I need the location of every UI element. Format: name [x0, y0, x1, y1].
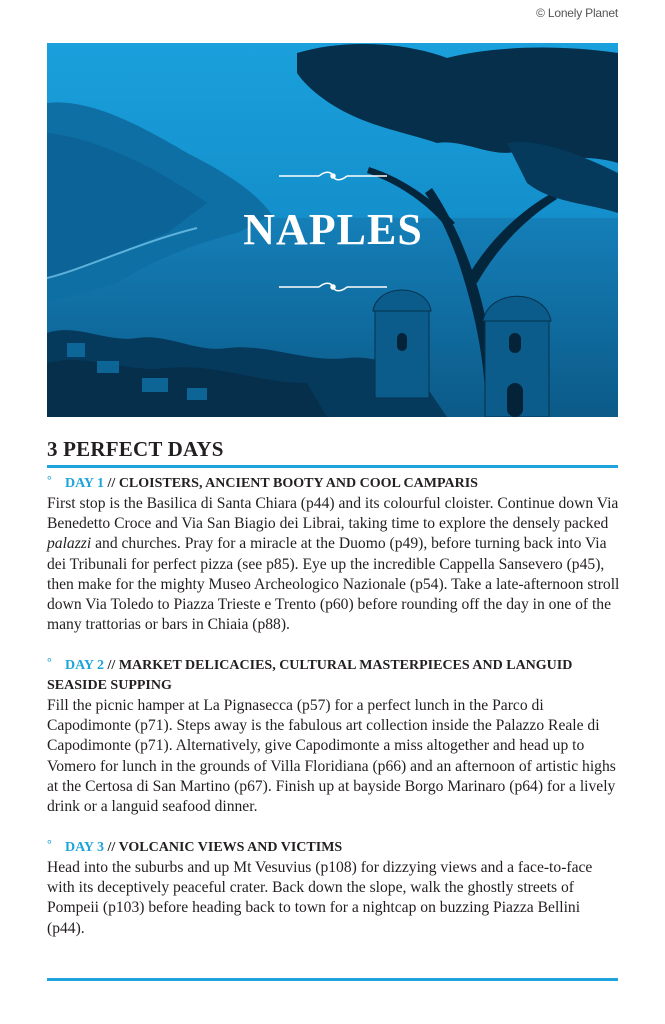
day-2-title: MARKET DELICACIES, CULTURAL MASTERPIECES AND LANGUID SEASIDE SUPPING: [47, 658, 573, 693]
day-1-separator: //: [104, 476, 119, 491]
day-3-label: DAY 3: [65, 840, 105, 855]
day-3-separator: //: [104, 840, 119, 855]
day-2-block: [47, 656, 621, 817]
hero-photo-illustration: [47, 43, 618, 417]
day-1-title: CLOISTERS, ANCIENT BOOTY AND COOL CAMPARIS: [118, 476, 478, 491]
day-3-block: [47, 838, 621, 939]
footer-rule: [47, 978, 618, 981]
copyright-credit: © Lonely Planet: [536, 6, 618, 20]
day-3-title: VOLCANIC VIEWS AND VICTIMS: [118, 840, 343, 855]
day-1-text-part: First stop is the Basilica di Santa Chiara (p44) and its colourful cloister. Continue down Via Benedetto Croce and Via San Biagio dei Librai, taking time to explore the densely packed: [47, 495, 619, 533]
day-1-text: [47, 494, 621, 635]
day-1-italic-term: palazzi: [47, 535, 92, 553]
day-2-label: DAY 2: [65, 658, 105, 673]
section-rule: [47, 465, 618, 468]
hero-title: NAPLES: [243, 205, 423, 254]
bullet-icon: °: [47, 837, 52, 851]
bullet-icon: °: [47, 473, 52, 487]
day-1-heading: [47, 474, 621, 494]
day-1-label: DAY 1: [65, 476, 105, 491]
hero-image: [47, 43, 618, 417]
day-2-text: Fill the picnic hamper at La Pignasecca (p57) for a perfect lunch in the Parco di Capodimonte (p71). Steps away is the fabulous art collection inside the Palazzo Reale di Capodimonte (p71). Alternatively, give Capodimonte a miss altogether and head up to Vomero for lunch in the grounds of Villa Floridiana (p66) and an afternoon of artistic highs at the Certosa di San Martino (p67). Finish up at bayside Borgo Marinaro (p64) for a lively drink or a languid seafood dinner.: [47, 697, 616, 816]
day-1-block: [47, 474, 621, 635]
day-2-heading: [47, 656, 621, 696]
day-3-text: Head into the suburbs and up Mt Vesuvius (p108) for dizzying views and a face-to-face with its deceptively peaceful crater. Back down the slope, walk the ghostly streets of Pompeii (p103) before heading back to town for a nightcap on buzzing Piazza Bellini (p44).: [47, 859, 593, 937]
bullet-icon: °: [47, 655, 52, 669]
day-1-text-part: and churches. Pray for a miracle at the Duomo (p49), before turning back into Via dei Tribunali for perfect pizza (see p85). Eye up the incredible Cappella Sansevero (p45), then make for the mighty Museo Archeologico Nazionale (p54). Take a late-afternoon stroll down Via Toledo to Piazza Trieste e Trento (p60) before rounding off the day in one of the many trattorias or bars in Chiaia (p88).: [47, 535, 620, 634]
day-3-heading: [47, 838, 621, 858]
day-2-separator: //: [104, 658, 119, 673]
section-title: 3 PERFECT DAYS: [47, 437, 224, 461]
